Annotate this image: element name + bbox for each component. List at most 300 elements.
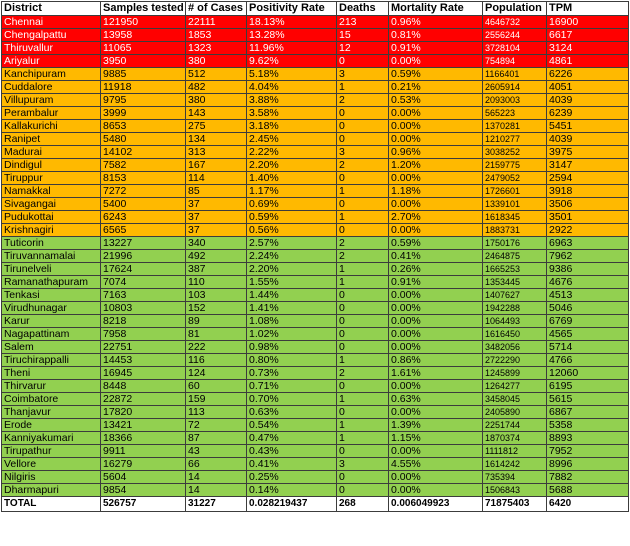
cell-samples-tested[interactable]: 3950 (101, 55, 186, 68)
cell-district[interactable]: Ramanathapuram (2, 276, 101, 289)
cell-tpm[interactable]: 2594 (547, 172, 629, 185)
cell-samples-tested[interactable]: 13958 (101, 29, 186, 42)
cell-positivity-rate[interactable]: 0.63% (247, 406, 337, 419)
cell-population[interactable]: 2159775 (483, 159, 547, 172)
cell-population[interactable]: 2464875 (483, 250, 547, 263)
cell-tpm[interactable]: 5688 (547, 484, 629, 497)
cell-deaths[interactable]: 1 (337, 354, 389, 367)
cell-district[interactable]: Tuticorin (2, 237, 101, 250)
cell-positivity-rate[interactable]: 0.43% (247, 445, 337, 458)
cell-cases[interactable]: 37 (186, 211, 247, 224)
cell-samples-tested[interactable]: 7582 (101, 159, 186, 172)
cell-population[interactable]: 3728104 (483, 42, 547, 55)
header-tpm[interactable]: TPM (547, 2, 629, 16)
cell-tpm[interactable]: 2922 (547, 224, 629, 237)
cell-positivity-rate[interactable]: 3.88% (247, 94, 337, 107)
cell-samples-tested[interactable]: 7958 (101, 328, 186, 341)
cell-samples-tested[interactable]: 11065 (101, 42, 186, 55)
cell-tpm[interactable]: 3124 (547, 42, 629, 55)
cell-deaths[interactable]: 0 (337, 341, 389, 354)
cell-population[interactable]: 1942288 (483, 302, 547, 315)
cell-samples-tested[interactable]: 5400 (101, 198, 186, 211)
cell-district[interactable]: Nilgiris (2, 471, 101, 484)
cell-positivity-rate[interactable]: 2.20% (247, 159, 337, 172)
cell-cases[interactable]: 275 (186, 120, 247, 133)
cell-tpm[interactable]: 5358 (547, 419, 629, 432)
cell-tpm[interactable]: 8996 (547, 458, 629, 471)
cell-tpm[interactable]: 4676 (547, 276, 629, 289)
cell-population[interactable]: 1111812 (483, 445, 547, 458)
cell-cases[interactable]: 512 (186, 68, 247, 81)
cell-tpm[interactable]: 5451 (547, 120, 629, 133)
cell-tpm[interactable]: 8893 (547, 432, 629, 445)
cell-district[interactable]: Kallakurichi (2, 120, 101, 133)
cell-mortality-rate[interactable]: 0.91% (389, 276, 483, 289)
cell-cases[interactable]: 110 (186, 276, 247, 289)
cell-deaths[interactable]: 0 (337, 120, 389, 133)
cell-tpm[interactable]: 16900 (547, 16, 629, 29)
cell-tpm[interactable]: 4051 (547, 81, 629, 94)
cell-deaths[interactable]: 3 (337, 68, 389, 81)
cell-population[interactable]: 1264277 (483, 380, 547, 393)
cell-cases[interactable]: 380 (186, 55, 247, 68)
cell-cases[interactable]: 114 (186, 172, 247, 185)
cell-positivity-rate[interactable]: 0.73% (247, 367, 337, 380)
cell-population[interactable]: 1665253 (483, 263, 547, 276)
cell-cases[interactable]: 43 (186, 445, 247, 458)
cell-tpm[interactable]: 4039 (547, 94, 629, 107)
cell-district[interactable]: Kanchipuram (2, 68, 101, 81)
cell-deaths[interactable]: 0 (337, 302, 389, 315)
cell-district[interactable]: Virudhunagar (2, 302, 101, 315)
cell-samples-tested[interactable]: 10803 (101, 302, 186, 315)
cell-cases[interactable]: 340 (186, 237, 247, 250)
cell-district[interactable]: Ariyalur (2, 55, 101, 68)
cell-cases[interactable]: 116 (186, 354, 247, 367)
cell-positivity-rate[interactable]: 0.70% (247, 393, 337, 406)
cell-deaths[interactable]: 1 (337, 263, 389, 276)
cell-deaths[interactable]: 0 (337, 172, 389, 185)
cell-mortality-rate[interactable]: 0.53% (389, 94, 483, 107)
cell-deaths[interactable]: 0 (337, 198, 389, 211)
header-deaths[interactable]: Deaths (337, 2, 389, 16)
cell-positivity-rate[interactable]: 9.62% (247, 55, 337, 68)
cell-district[interactable]: Pudukottai (2, 211, 101, 224)
cell-positivity-rate[interactable]: 3.18% (247, 120, 337, 133)
cell-positivity-rate[interactable]: 0.98% (247, 341, 337, 354)
cell-deaths[interactable]: 0 (337, 445, 389, 458)
cell-population[interactable]: 1210277 (483, 133, 547, 146)
cell-population[interactable]: 2556244 (483, 29, 547, 42)
cell-mortality-rate[interactable]: 0.00% (389, 107, 483, 120)
cell-population[interactable]: 1064493 (483, 315, 547, 328)
cell-samples-tested[interactable]: 5604 (101, 471, 186, 484)
cell-positivity-rate[interactable]: 18.13% (247, 16, 337, 29)
cell-cases[interactable]: 87 (186, 432, 247, 445)
cell-district[interactable]: Tirunelveli (2, 263, 101, 276)
total-positivity-rate[interactable]: 0.028219437 (247, 497, 337, 512)
cell-population[interactable]: 3458045 (483, 393, 547, 406)
cell-district[interactable]: Ranipet (2, 133, 101, 146)
cell-population[interactable]: 3038252 (483, 146, 547, 159)
cell-district[interactable]: Cuddalore (2, 81, 101, 94)
cell-cases[interactable]: 482 (186, 81, 247, 94)
cell-mortality-rate[interactable]: 0.00% (389, 133, 483, 146)
total-mortality-rate[interactable]: 0.006049923 (389, 497, 483, 512)
cell-cases[interactable]: 113 (186, 406, 247, 419)
cell-cases[interactable]: 1853 (186, 29, 247, 42)
cell-deaths[interactable]: 1 (337, 276, 389, 289)
cell-tpm[interactable]: 5046 (547, 302, 629, 315)
cell-samples-tested[interactable]: 11918 (101, 81, 186, 94)
cell-population[interactable]: 1245899 (483, 367, 547, 380)
cell-samples-tested[interactable]: 6565 (101, 224, 186, 237)
cell-positivity-rate[interactable]: 4.04% (247, 81, 337, 94)
cell-tpm[interactable]: 4861 (547, 55, 629, 68)
cell-samples-tested[interactable]: 21996 (101, 250, 186, 263)
cell-mortality-rate[interactable]: 0.63% (389, 393, 483, 406)
cell-positivity-rate[interactable]: 0.59% (247, 211, 337, 224)
cell-population[interactable]: 1618345 (483, 211, 547, 224)
cell-cases[interactable]: 143 (186, 107, 247, 120)
header-population[interactable]: Population (483, 2, 547, 16)
cell-cases[interactable]: 1323 (186, 42, 247, 55)
total-population[interactable]: 71875403 (483, 497, 547, 512)
cell-tpm[interactable]: 3147 (547, 159, 629, 172)
cell-deaths[interactable]: 0 (337, 224, 389, 237)
cell-samples-tested[interactable]: 22872 (101, 393, 186, 406)
cell-samples-tested[interactable]: 14102 (101, 146, 186, 159)
cell-cases[interactable]: 60 (186, 380, 247, 393)
cell-positivity-rate[interactable]: 1.17% (247, 185, 337, 198)
cell-tpm[interactable]: 5615 (547, 393, 629, 406)
cell-samples-tested[interactable]: 18366 (101, 432, 186, 445)
cell-district[interactable]: Karur (2, 315, 101, 328)
cell-tpm[interactable]: 4513 (547, 289, 629, 302)
cell-deaths[interactable]: 2 (337, 237, 389, 250)
cell-cases[interactable]: 37 (186, 198, 247, 211)
cell-samples-tested[interactable]: 9911 (101, 445, 186, 458)
cell-deaths[interactable]: 0 (337, 55, 389, 68)
cell-tpm[interactable]: 4766 (547, 354, 629, 367)
cell-population[interactable]: 735394 (483, 471, 547, 484)
total-label[interactable]: TOTAL (2, 497, 101, 512)
cell-positivity-rate[interactable]: 0.41% (247, 458, 337, 471)
cell-tpm[interactable]: 4039 (547, 133, 629, 146)
cell-deaths[interactable]: 0 (337, 380, 389, 393)
cell-mortality-rate[interactable]: 0.86% (389, 354, 483, 367)
cell-deaths[interactable]: 213 (337, 16, 389, 29)
cell-positivity-rate[interactable]: 13.28% (247, 29, 337, 42)
cell-samples-tested[interactable]: 3999 (101, 107, 186, 120)
cell-mortality-rate[interactable]: 0.41% (389, 250, 483, 263)
cell-district[interactable]: Vellore (2, 458, 101, 471)
cell-mortality-rate[interactable]: 1.39% (389, 419, 483, 432)
cell-district[interactable]: Thanjavur (2, 406, 101, 419)
cell-deaths[interactable]: 2 (337, 250, 389, 263)
cell-deaths[interactable]: 0 (337, 107, 389, 120)
cell-district[interactable]: Perambalur (2, 107, 101, 120)
cell-samples-tested[interactable]: 13227 (101, 237, 186, 250)
cell-mortality-rate[interactable]: 1.18% (389, 185, 483, 198)
cell-district[interactable]: Chengalpattu (2, 29, 101, 42)
cell-population[interactable]: 1870374 (483, 432, 547, 445)
cell-mortality-rate[interactable]: 0.00% (389, 328, 483, 341)
cell-district[interactable]: Madurai (2, 146, 101, 159)
cell-mortality-rate[interactable]: 0.00% (389, 224, 483, 237)
cell-positivity-rate[interactable]: 2.24% (247, 250, 337, 263)
cell-positivity-rate[interactable]: 1.41% (247, 302, 337, 315)
cell-cases[interactable]: 313 (186, 146, 247, 159)
cell-deaths[interactable]: 12 (337, 42, 389, 55)
cell-samples-tested[interactable]: 7074 (101, 276, 186, 289)
cell-tpm[interactable]: 7962 (547, 250, 629, 263)
cell-samples-tested[interactable]: 121950 (101, 16, 186, 29)
cell-district[interactable]: Thiruvallur (2, 42, 101, 55)
cell-tpm[interactable]: 5714 (547, 341, 629, 354)
cell-tpm[interactable]: 3918 (547, 185, 629, 198)
cell-district[interactable]: Namakkal (2, 185, 101, 198)
cell-district[interactable]: Erode (2, 419, 101, 432)
cell-positivity-rate[interactable]: 0.25% (247, 471, 337, 484)
cell-tpm[interactable]: 6239 (547, 107, 629, 120)
cell-deaths[interactable]: 1 (337, 432, 389, 445)
total-tpm[interactable]: 6420 (547, 497, 629, 512)
cell-positivity-rate[interactable]: 1.55% (247, 276, 337, 289)
cell-mortality-rate[interactable]: 1.15% (389, 432, 483, 445)
cell-positivity-rate[interactable]: 0.14% (247, 484, 337, 497)
cell-cases[interactable]: 22111 (186, 16, 247, 29)
cell-cases[interactable]: 159 (186, 393, 247, 406)
cell-positivity-rate[interactable]: 1.40% (247, 172, 337, 185)
cell-tpm[interactable]: 3501 (547, 211, 629, 224)
cell-cases[interactable]: 380 (186, 94, 247, 107)
cell-deaths[interactable]: 0 (337, 133, 389, 146)
cell-positivity-rate[interactable]: 0.71% (247, 380, 337, 393)
cell-cases[interactable]: 85 (186, 185, 247, 198)
cell-mortality-rate[interactable]: 0.00% (389, 55, 483, 68)
cell-mortality-rate[interactable]: 0.00% (389, 120, 483, 133)
cell-tpm[interactable]: 6867 (547, 406, 629, 419)
cell-population[interactable]: 1166401 (483, 68, 547, 81)
cell-mortality-rate[interactable]: 1.20% (389, 159, 483, 172)
cell-district[interactable]: Tiruvannamalai (2, 250, 101, 263)
cell-samples-tested[interactable]: 9854 (101, 484, 186, 497)
cell-cases[interactable]: 124 (186, 367, 247, 380)
cell-cases[interactable]: 72 (186, 419, 247, 432)
header-mortality-rate[interactable]: Mortality Rate (389, 2, 483, 16)
cell-samples-tested[interactable]: 16279 (101, 458, 186, 471)
cell-tpm[interactable]: 3975 (547, 146, 629, 159)
cell-samples-tested[interactable]: 17820 (101, 406, 186, 419)
cell-samples-tested[interactable]: 7163 (101, 289, 186, 302)
cell-population[interactable]: 1339101 (483, 198, 547, 211)
cell-district[interactable]: Chennai (2, 16, 101, 29)
cell-samples-tested[interactable]: 9795 (101, 94, 186, 107)
cell-positivity-rate[interactable]: 2.57% (247, 237, 337, 250)
cell-positivity-rate[interactable]: 1.02% (247, 328, 337, 341)
cell-samples-tested[interactable]: 16945 (101, 367, 186, 380)
cell-deaths[interactable]: 0 (337, 315, 389, 328)
cell-mortality-rate[interactable]: 0.00% (389, 198, 483, 211)
cell-district[interactable]: Coimbatore (2, 393, 101, 406)
cell-positivity-rate[interactable]: 0.56% (247, 224, 337, 237)
header-district[interactable]: District (2, 2, 101, 16)
cell-cases[interactable]: 37 (186, 224, 247, 237)
cell-tpm[interactable]: 7882 (547, 471, 629, 484)
cell-cases[interactable]: 66 (186, 458, 247, 471)
cell-mortality-rate[interactable]: 0.00% (389, 380, 483, 393)
cell-district[interactable]: Kanniyakumari (2, 432, 101, 445)
cell-positivity-rate[interactable]: 0.80% (247, 354, 337, 367)
cell-cases[interactable]: 222 (186, 341, 247, 354)
cell-positivity-rate[interactable]: 0.69% (247, 198, 337, 211)
cell-population[interactable]: 2605914 (483, 81, 547, 94)
cell-population[interactable]: 1726601 (483, 185, 547, 198)
cell-tpm[interactable]: 6226 (547, 68, 629, 81)
cell-samples-tested[interactable]: 8153 (101, 172, 186, 185)
cell-mortality-rate[interactable]: 0.00% (389, 289, 483, 302)
cell-mortality-rate[interactable]: 0.81% (389, 29, 483, 42)
cell-deaths[interactable]: 0 (337, 328, 389, 341)
cell-samples-tested[interactable]: 22751 (101, 341, 186, 354)
cell-mortality-rate[interactable]: 0.59% (389, 237, 483, 250)
cell-district[interactable]: Dharmapuri (2, 484, 101, 497)
cell-mortality-rate[interactable]: 0.96% (389, 16, 483, 29)
cell-deaths[interactable]: 1 (337, 419, 389, 432)
cell-positivity-rate[interactable]: 2.20% (247, 263, 337, 276)
cell-deaths[interactable]: 1 (337, 81, 389, 94)
cell-deaths[interactable]: 0 (337, 484, 389, 497)
cell-cases[interactable]: 89 (186, 315, 247, 328)
cell-tpm[interactable]: 12060 (547, 367, 629, 380)
cell-district[interactable]: Tirupathur (2, 445, 101, 458)
cell-deaths[interactable]: 1 (337, 393, 389, 406)
total-deaths[interactable]: 268 (337, 497, 389, 512)
cell-mortality-rate[interactable]: 2.70% (389, 211, 483, 224)
cell-mortality-rate[interactable]: 0.26% (389, 263, 483, 276)
cell-mortality-rate[interactable]: 4.55% (389, 458, 483, 471)
cell-population[interactable]: 2251744 (483, 419, 547, 432)
cell-district[interactable]: Tiruppur (2, 172, 101, 185)
cell-population[interactable]: 1370281 (483, 120, 547, 133)
cell-mortality-rate[interactable]: 0.00% (389, 172, 483, 185)
cell-positivity-rate[interactable]: 1.08% (247, 315, 337, 328)
cell-cases[interactable]: 14 (186, 484, 247, 497)
cell-cases[interactable]: 134 (186, 133, 247, 146)
cell-population[interactable]: 2093003 (483, 94, 547, 107)
cell-deaths[interactable]: 15 (337, 29, 389, 42)
cell-mortality-rate[interactable]: 0.00% (389, 445, 483, 458)
cell-deaths[interactable]: 2 (337, 159, 389, 172)
cell-mortality-rate[interactable]: 1.61% (389, 367, 483, 380)
cell-tpm[interactable]: 6617 (547, 29, 629, 42)
cell-district[interactable]: Sivagangai (2, 198, 101, 211)
cell-samples-tested[interactable]: 17624 (101, 263, 186, 276)
cell-positivity-rate[interactable]: 2.45% (247, 133, 337, 146)
cell-population[interactable]: 2722290 (483, 354, 547, 367)
cell-mortality-rate[interactable]: 0.00% (389, 315, 483, 328)
header-cases[interactable]: # of Cases (186, 2, 247, 16)
cell-samples-tested[interactable]: 8653 (101, 120, 186, 133)
cell-population[interactable]: 1750176 (483, 237, 547, 250)
cell-tpm[interactable]: 6195 (547, 380, 629, 393)
cell-samples-tested[interactable]: 8448 (101, 380, 186, 393)
cell-positivity-rate[interactable]: 11.96% (247, 42, 337, 55)
cell-mortality-rate[interactable]: 0.00% (389, 484, 483, 497)
cell-samples-tested[interactable]: 9885 (101, 68, 186, 81)
cell-district[interactable]: Tenkasi (2, 289, 101, 302)
cell-mortality-rate[interactable]: 0.96% (389, 146, 483, 159)
cell-district[interactable]: Krishnagiri (2, 224, 101, 237)
cell-cases[interactable]: 14 (186, 471, 247, 484)
cell-population[interactable]: 2479052 (483, 172, 547, 185)
cell-positivity-rate[interactable]: 1.44% (247, 289, 337, 302)
cell-tpm[interactable]: 3506 (547, 198, 629, 211)
cell-mortality-rate[interactable]: 0.00% (389, 341, 483, 354)
cell-samples-tested[interactable]: 8218 (101, 315, 186, 328)
cell-deaths[interactable]: 3 (337, 458, 389, 471)
cell-samples-tested[interactable]: 5480 (101, 133, 186, 146)
cell-district[interactable]: Salem (2, 341, 101, 354)
cell-cases[interactable]: 387 (186, 263, 247, 276)
cell-population[interactable]: 565223 (483, 107, 547, 120)
cell-positivity-rate[interactable]: 0.54% (247, 419, 337, 432)
cell-district[interactable]: Dindigul (2, 159, 101, 172)
cell-population[interactable]: 4646732 (483, 16, 547, 29)
cell-population[interactable]: 1353445 (483, 276, 547, 289)
cell-samples-tested[interactable]: 14453 (101, 354, 186, 367)
cell-positivity-rate[interactable]: 0.47% (247, 432, 337, 445)
cell-deaths[interactable]: 2 (337, 94, 389, 107)
cell-population[interactable]: 1506843 (483, 484, 547, 497)
cell-deaths[interactable]: 2 (337, 367, 389, 380)
cell-tpm[interactable]: 6769 (547, 315, 629, 328)
cell-district[interactable]: Villupuram (2, 94, 101, 107)
cell-deaths[interactable]: 0 (337, 289, 389, 302)
cell-tpm[interactable]: 6963 (547, 237, 629, 250)
cell-mortality-rate[interactable]: 0.59% (389, 68, 483, 81)
cell-population[interactable]: 1407627 (483, 289, 547, 302)
cell-deaths[interactable]: 0 (337, 471, 389, 484)
cell-deaths[interactable]: 0 (337, 406, 389, 419)
cell-mortality-rate[interactable]: 0.21% (389, 81, 483, 94)
cell-samples-tested[interactable]: 7272 (101, 185, 186, 198)
cell-tpm[interactable]: 7952 (547, 445, 629, 458)
cell-population[interactable]: 1614242 (483, 458, 547, 471)
header-samples-tested[interactable]: Samples tested (101, 2, 186, 16)
total-samples-tested[interactable]: 526757 (101, 497, 186, 512)
cell-mortality-rate[interactable]: 0.91% (389, 42, 483, 55)
cell-cases[interactable]: 492 (186, 250, 247, 263)
cell-tpm[interactable]: 9386 (547, 263, 629, 276)
cell-district[interactable]: Thirvarur (2, 380, 101, 393)
header-positivity-rate[interactable]: Positivity Rate (247, 2, 337, 16)
cell-population[interactable]: 1616450 (483, 328, 547, 341)
cell-deaths[interactable]: 1 (337, 211, 389, 224)
cell-population[interactable]: 2405890 (483, 406, 547, 419)
cell-population[interactable]: 754894 (483, 55, 547, 68)
cell-population[interactable]: 1883731 (483, 224, 547, 237)
cell-positivity-rate[interactable]: 2.22% (247, 146, 337, 159)
cell-positivity-rate[interactable]: 3.58% (247, 107, 337, 120)
cell-cases[interactable]: 103 (186, 289, 247, 302)
cell-population[interactable]: 3482056 (483, 341, 547, 354)
cell-tpm[interactable]: 4565 (547, 328, 629, 341)
cell-mortality-rate[interactable]: 0.00% (389, 406, 483, 419)
cell-district[interactable]: Nagapattinam (2, 328, 101, 341)
cell-deaths[interactable]: 3 (337, 146, 389, 159)
